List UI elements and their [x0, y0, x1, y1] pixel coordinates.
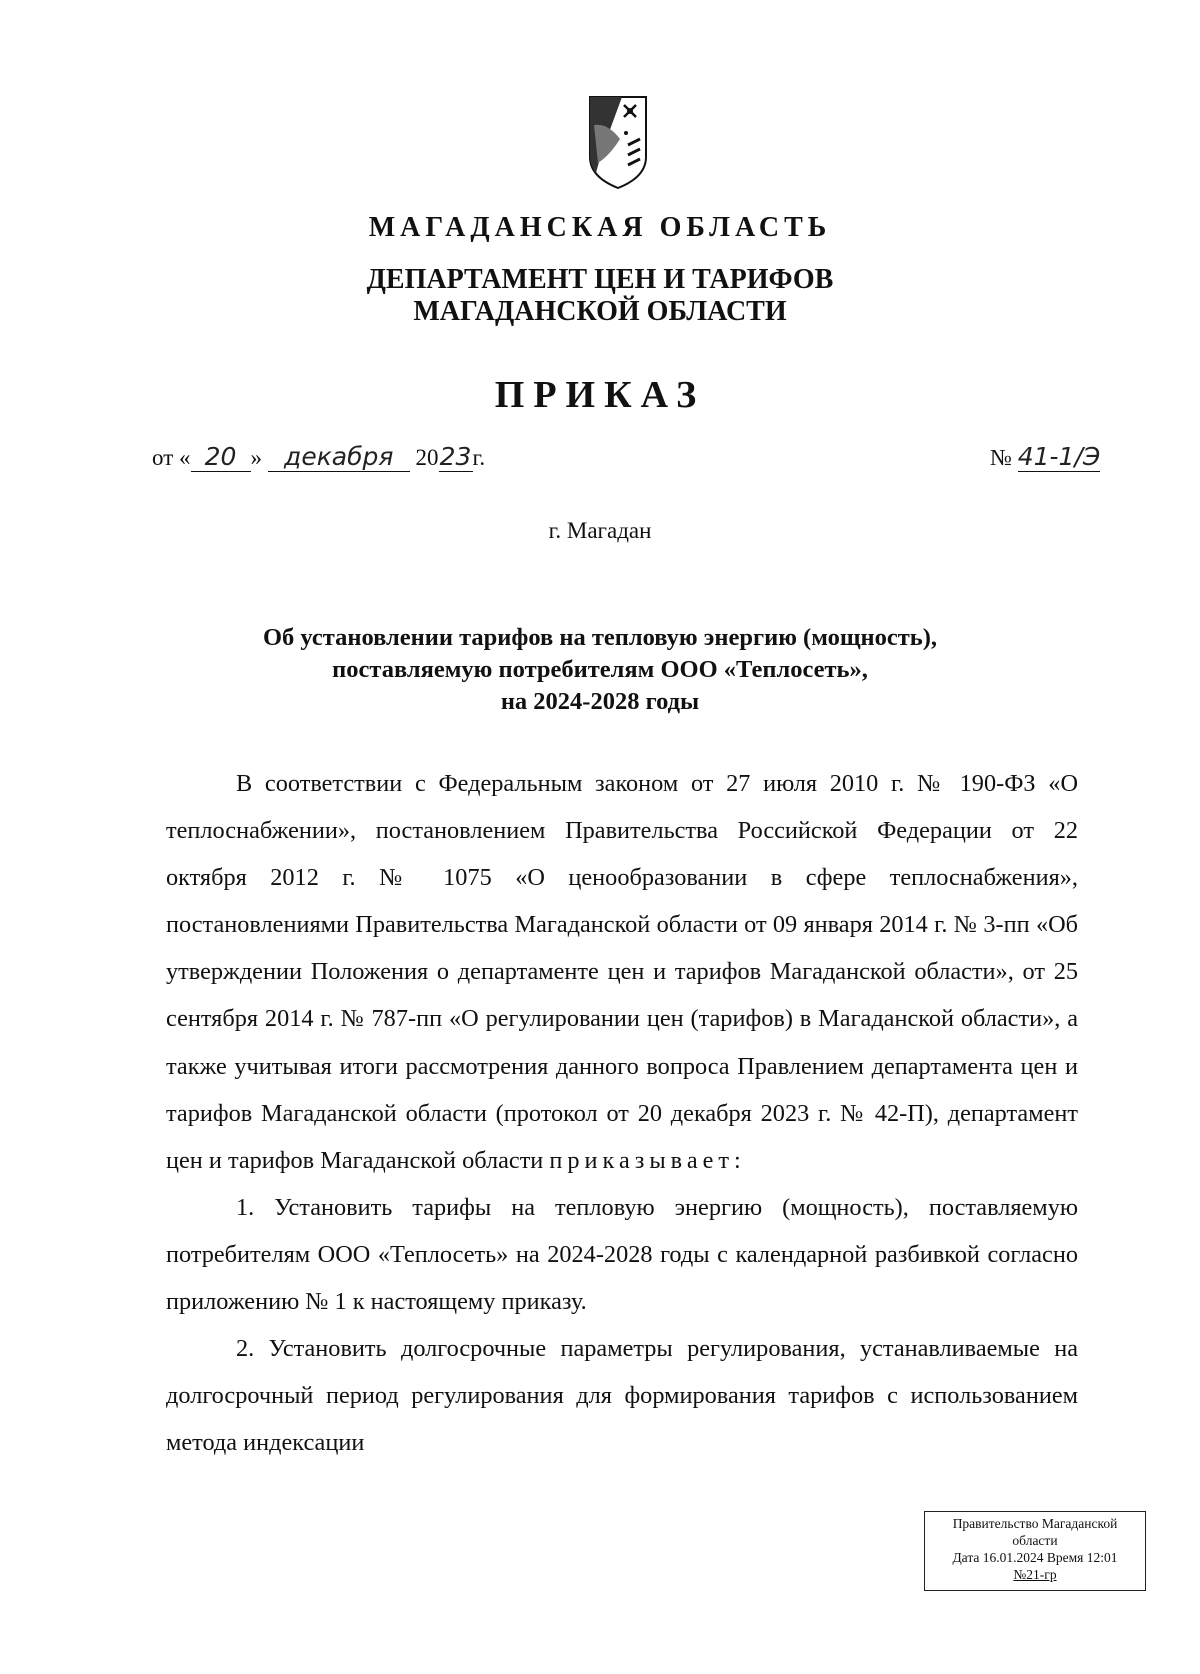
region-title: МАГАДАНСКАЯ ОБЛАСТЬ [368, 212, 832, 243]
department-title [0, 264, 1200, 328]
date-prefix: от « [152, 445, 191, 470]
date-day: 20 [191, 442, 251, 472]
date-suffix: г. [472, 445, 486, 470]
date-year-prefix: 20 [415, 445, 439, 470]
number-value: 41-1/Э [1017, 442, 1101, 471]
number-prefix: № [990, 445, 1012, 470]
document-type: ПРИКАЗ [494, 374, 706, 416]
order-body [166, 760, 1078, 1466]
department-line-2: МАГАДАНСКОЙ ОБЛАСТИ [413, 296, 787, 327]
coat-of-arms-icon [588, 95, 648, 190]
stamp-line-3: Дата 16.01.2024 Время 12:01 [952, 1550, 1118, 1565]
subject-line-3: на 2024-2028 годы [500, 688, 700, 715]
order-date [152, 442, 485, 472]
subject-line-1: Об установлении тарифов на тепловую энергию (мощность), [262, 624, 938, 651]
date-mid: » [250, 445, 262, 470]
paragraph-item-1: 1. Установить тарифы на тепловую энергию (мощность), поставляемую потребителям ООО «Теплосеть» на 2024-2028 годы с календарной разбивкой согласно приложению № 1 к настоящему приказу. [166, 1193, 1078, 1316]
stamp-line-2: области [1012, 1533, 1058, 1548]
city: г. Магадан [548, 518, 652, 543]
order-number [990, 442, 1100, 471]
subject-line-2: поставляемую потребителям ООО «Теплосеть», [332, 656, 868, 683]
order-subject [0, 622, 1200, 718]
preamble-text: В соответствии с Федеральным законом от 27 июля 2010 г. № 190-ФЗ «О теплоснабжении», постановлением Правительства Российской Федерации от 22 октября 2012 г. № 1075 «О ценообразовании в сфере теплоснабжения», постановлениями Правительства Магаданской области от 09 января 2014 г. № 3-пп «Об утверждении Положения о департаменте цен и тарифов Магаданской области», от 25 сентября 2014 г. № 787-пп «О регулировании цен (тарифов) в Магаданской области», а также учитывая итоги рассмотрения данного вопроса Правлением департамента цен и тарифов Магаданской области (протокол от 20 декабря 2023 г. № 42-П), департамент цен и тарифов Магаданской области [166, 770, 1078, 1174]
stamp-line-1: Правительство Магаданской [952, 1516, 1118, 1531]
registration-stamp [924, 1511, 1146, 1591]
preamble-verb: приказывает: [549, 1146, 746, 1174]
date-year-suffix: 23 [439, 442, 472, 471]
paragraph-item-2: 2. Установить долгосрочные параметры регулирования, устанавливаемые на долгосрочный период регулирования для формирования тарифов с использованием метода индексации [166, 1335, 1078, 1457]
stamp-line-4: №21-гр [1013, 1567, 1057, 1582]
paragraph-preamble [166, 760, 1078, 1184]
date-month: декабря [268, 442, 410, 472]
department-line-1: ДЕПАРТАМЕНТ ЦЕН И ТАРИФОВ [366, 264, 834, 295]
